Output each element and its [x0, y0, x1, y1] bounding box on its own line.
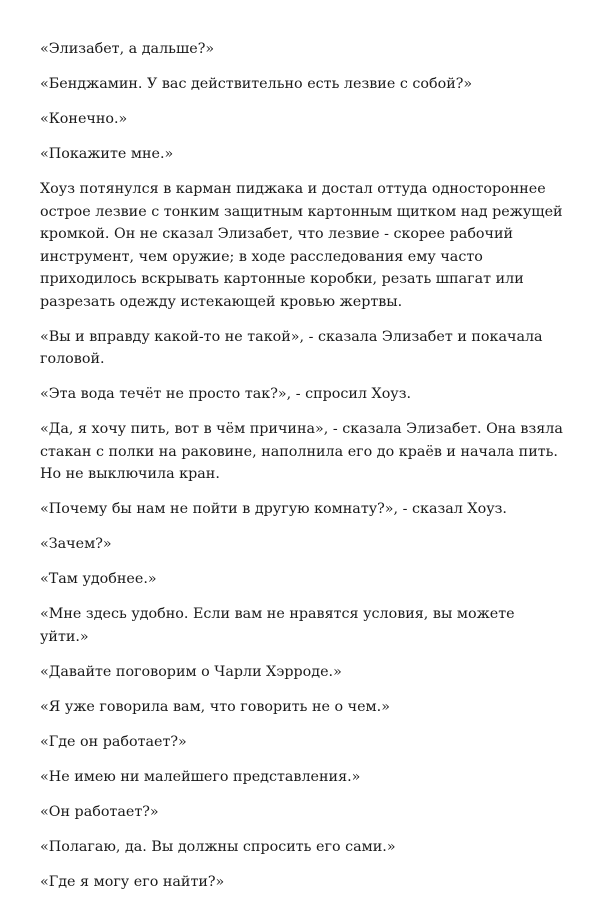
paragraph: «Давайте поговорим о Чарли Хэрроде.»: [40, 663, 342, 680]
paragraph: «Там удобнее.»: [40, 571, 157, 587]
paragraph: «Да, я хочу пить, вот в чём причина», - сказала Элизабет. Она взяла стакан с полки на раковине, наполнила его до краёв и начала пить. Но не выключила кран.: [40, 421, 563, 482]
paragraph: «Не имею ни малейшего представления.»: [40, 768, 361, 785]
paragraph: «Зачем?»: [40, 536, 112, 552]
paragraph: «Конечно.»: [40, 111, 128, 127]
paragraph: «Почему бы нам не пойти в другую комнату?», - сказал Хоуз.: [40, 501, 507, 517]
paragraph: «Где он работает?»: [40, 733, 187, 750]
paragraph: «Покажите мне.»: [40, 146, 174, 162]
paragraph: «Вы и вправду какой-то не такой», - сказала Элизабет и покачала головой.: [40, 328, 543, 367]
paragraph: «Мне здесь удобно. Если вам не нравятся условия, вы можете уйти.»: [40, 606, 515, 645]
paragraph: «Я уже говорила вам, что говорить не о чем.»: [40, 698, 390, 715]
document-page: [40, 38, 565, 906]
paragraph: «Эта вода течёт не просто так?», - спросил Хоуз.: [40, 386, 412, 402]
paragraph: «Полагаю, да. Вы должны спросить его сами.»: [40, 838, 396, 855]
paragraph: «Бенджамин. У вас действительно есть лезвие с собой?»: [40, 76, 473, 92]
paragraph: Хоуз потянулся в карман пиджака и достал оттуда одностороннее острое лезвие с тонким защитным картонным щитком над режущей кромкой. Он не сказал Элизабет, что лезвие - скорее рабочий инструмент, чем оружие; в ходе расследования ему часто приходилось вскрывать картонные коробки, резать шпагат или разрезать одежду истекающей кровью жертвы.: [40, 181, 563, 310]
paragraph: «Он работает?»: [40, 803, 159, 820]
paragraph: «Элизабет, а дальше?»: [40, 41, 215, 57]
paragraph: «Где я могу его найти?»: [40, 873, 225, 890]
